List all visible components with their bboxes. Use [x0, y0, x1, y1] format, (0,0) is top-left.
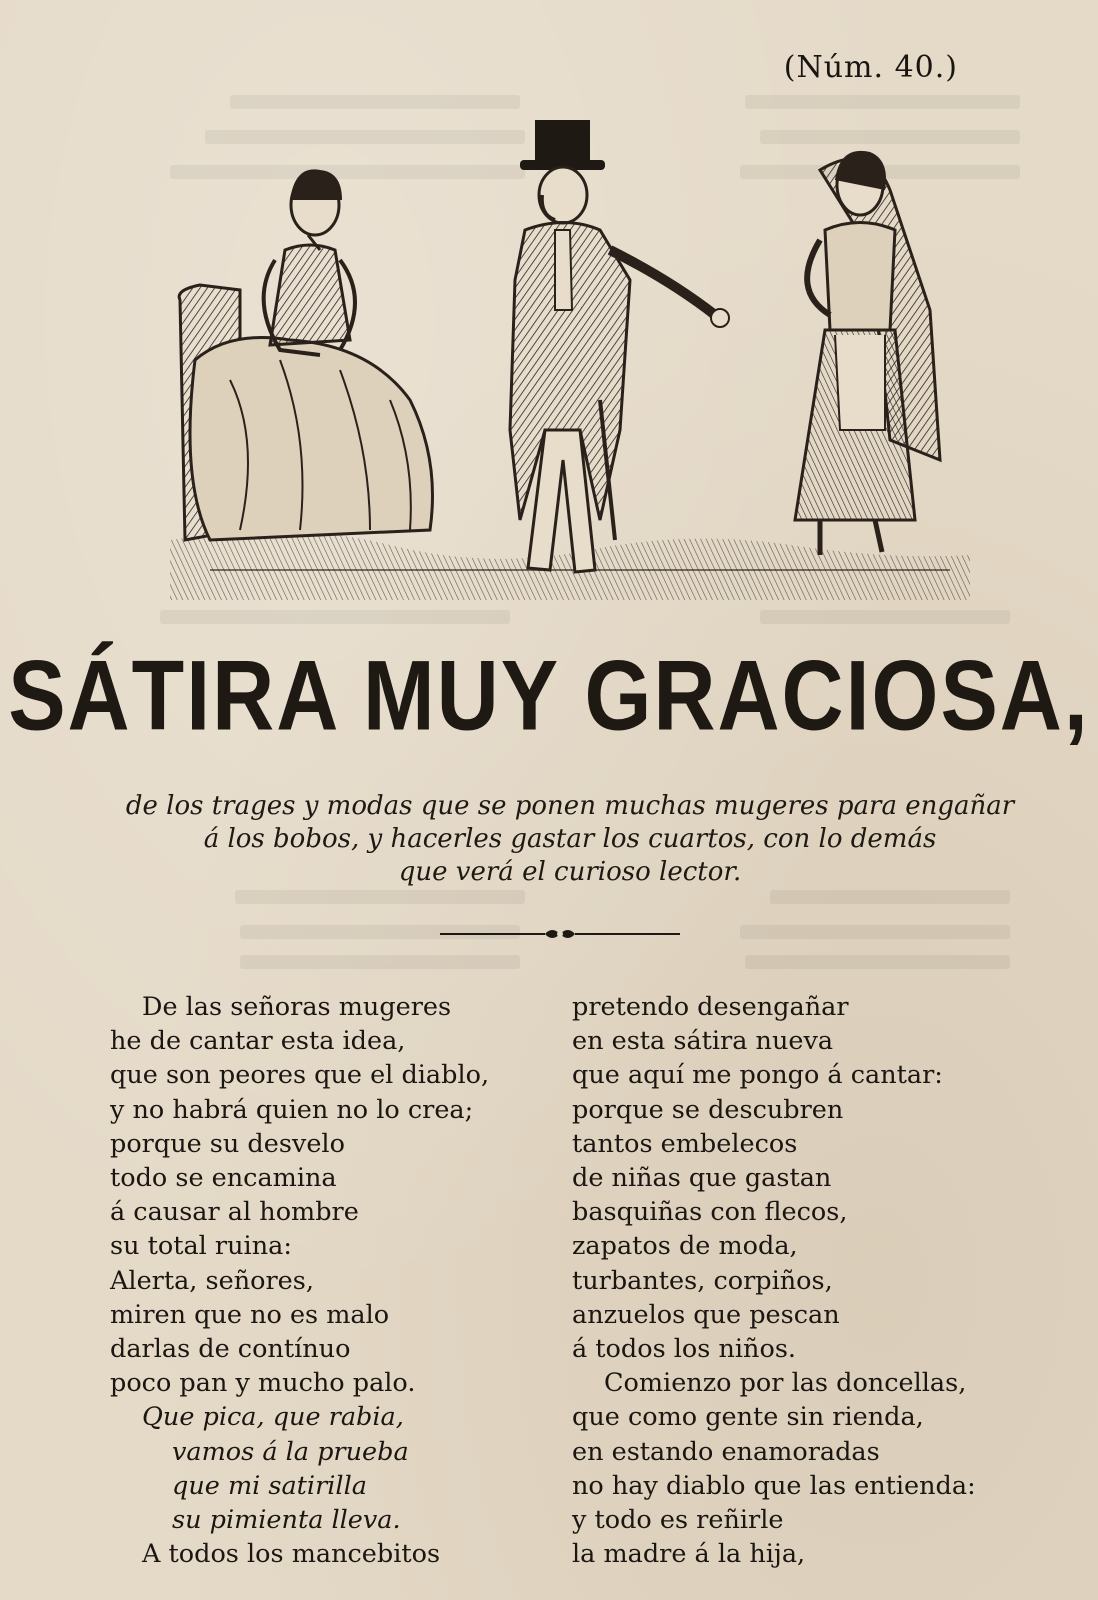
woodcut-illustration [170, 100, 970, 620]
chorus-line: que mi satirilla [172, 1470, 367, 1501]
verse-line: A todos los mancebitos [142, 1539, 441, 1570]
bleed-through-line [240, 955, 520, 969]
verse-line: de niñas que gastan [572, 1163, 832, 1194]
verse-line: su total ruina: [110, 1231, 292, 1262]
verse-line: Alerta, señores, [110, 1265, 314, 1296]
verse-line: todo se encamina [110, 1163, 337, 1194]
verse-line: á todos los niños. [572, 1334, 797, 1365]
divider-ornament-icon [440, 924, 680, 944]
verse-line: y todo es reñirle [572, 1505, 784, 1536]
chorus-line: Que pica, que rabia, [142, 1402, 404, 1433]
verse-line: la madre á la hija, [572, 1539, 806, 1570]
verse-line: Comienzo por las doncellas, [604, 1368, 967, 1399]
verse-line: que como gente sin rienda, [572, 1402, 924, 1433]
verse-line: darlas de contínuo [110, 1334, 351, 1365]
subtitle-line: que verá el curioso lector. [398, 857, 742, 887]
verse-line: y no habrá quien no lo crea; [110, 1094, 474, 1125]
poem-column-right [572, 990, 1012, 1571]
verse-line: porque su desvelo [110, 1128, 345, 1159]
verse-line: anzuelos que pescan [572, 1299, 840, 1330]
verse-line: he de cantar esta idea, [110, 1026, 406, 1057]
verse-line: turbantes, corpiños, [572, 1265, 833, 1296]
verse-line: De las señoras mugeres [142, 992, 452, 1022]
subtitle-line: á los bobos, y hacerles gastar los cuartos, con lo demás [203, 824, 937, 854]
verse-line: que aquí me pongo á cantar: [572, 1060, 943, 1091]
verse-line: basquiñas con flecos, [572, 1197, 848, 1228]
verse-line: zapatos de moda, [572, 1231, 798, 1262]
bleed-through-line [235, 890, 525, 904]
chorus-line: su pimienta lleva. [172, 1505, 401, 1536]
standing-woman-figure [795, 151, 940, 555]
poem-column-left [110, 990, 550, 1571]
bleed-through-line [770, 890, 1010, 904]
verse-line: no hay diablo que las entienda: [572, 1470, 976, 1501]
chorus-line: vamos á la prueba [172, 1436, 409, 1467]
verse-line: que son peores que el diablo, [110, 1060, 490, 1091]
verse-line: pretendo desengañar [572, 992, 849, 1022]
bleed-through-line [740, 925, 1010, 939]
verse-line: en esta sátira nueva [572, 1026, 834, 1057]
gentleman-figure [510, 120, 729, 572]
verse-line: en estando enamoradas [572, 1436, 880, 1467]
verse-line: porque se descubren [572, 1094, 844, 1125]
ground [170, 531, 970, 600]
page-title: SÁTIRA MUY GRACIOSA, [8, 641, 1090, 752]
seated-woman-figure [179, 169, 432, 540]
verse-line: tantos embelecos [572, 1128, 798, 1159]
issue-number: (Núm. 40.) [783, 50, 958, 85]
verse-line: á causar al hombre [110, 1197, 359, 1228]
subtitle-line: de los trages y modas que se ponen muchas mugeres para engañar [125, 791, 1015, 821]
verse-line: miren que no es malo [110, 1299, 390, 1330]
bleed-through-line [745, 955, 1010, 969]
verse-line: poco pan y mucho palo. [110, 1368, 416, 1399]
subtitle [110, 790, 1030, 889]
